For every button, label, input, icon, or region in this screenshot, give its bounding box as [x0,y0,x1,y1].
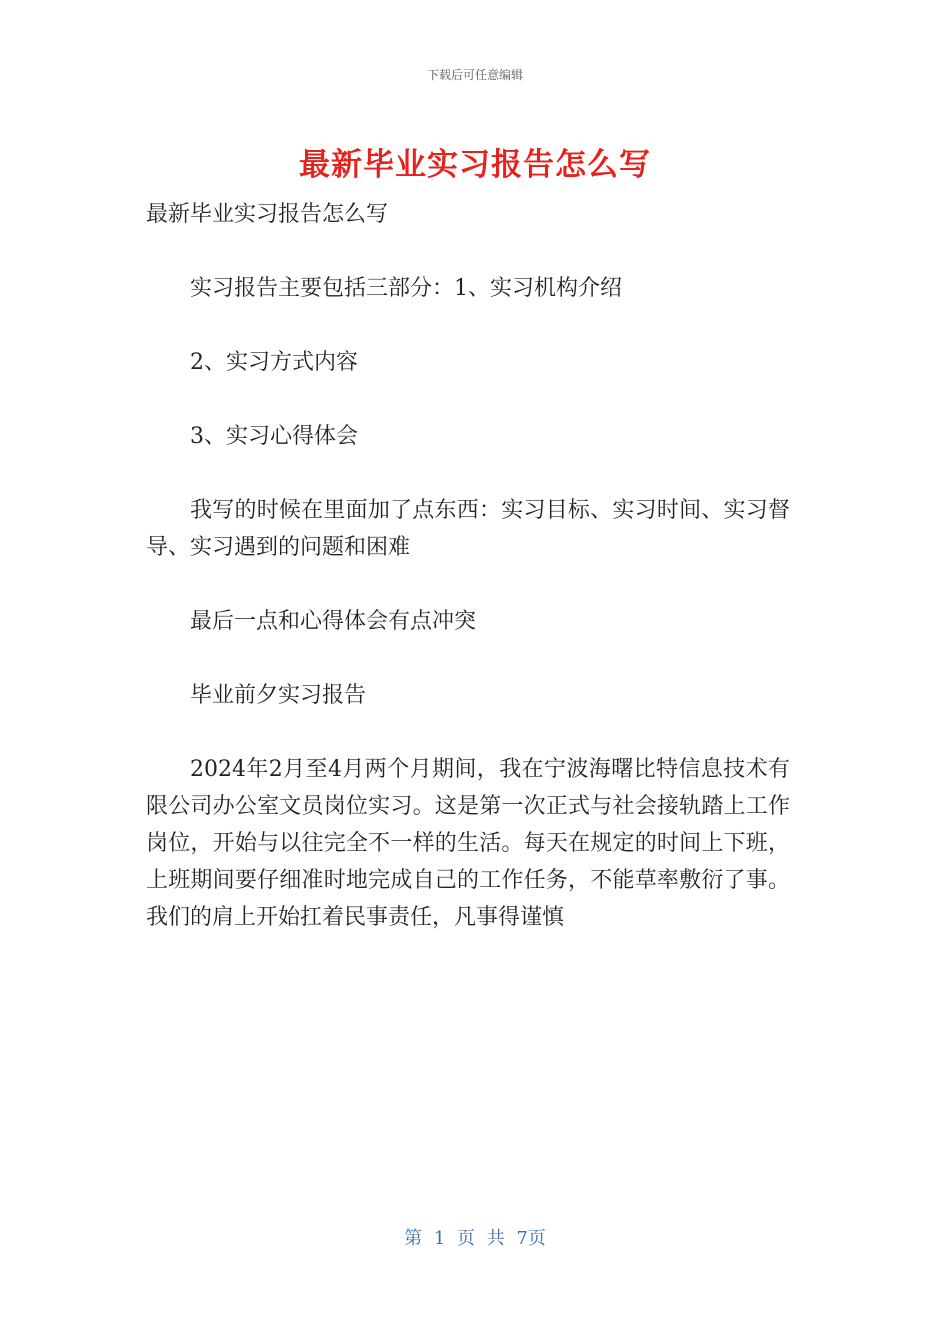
paragraph-report-heading: 毕业前夕实习报告 [190,683,367,708]
paragraph-part-3: 3、实习心得体会 [190,424,358,449]
paragraph-subtitle: 最新毕业实习报告怎么写 [146,202,389,227]
paragraph-part-2: 2、实习方式内容 [190,350,358,375]
document-body [146,196,790,973]
paragraph-internship-body: 2024年2月至4月两个月期间，我在宁波海曙比特信息技术有限公司办公室文员岗位实习。这是第一次正式与社会接轨踏上工作岗位，开始与以往完全不一样的生活。每天在规定的时间上下班，上班期间要仔细准时地完成自己的工作任务，不能草率敷衍了事。我们的肩上开始扛着民事责任，凡事得谨慎 [146,757,790,930]
paragraph-parts: 实习报告主要包括三部分：1、实习机构介绍 [190,276,622,301]
paragraph-additions: 我写的时候在里面加了点东西：实习目标、实习时间、实习督导、实习遇到的问题和困难 [146,498,790,560]
document-title: 最新毕业实习报告怎么写 [299,147,651,183]
page-header: 下载后可任意编辑 [426,68,523,82]
paragraph-conflict: 最后一点和心得体会有点冲突 [190,609,477,634]
page-number: 第 1 页 共 7页 [404,1228,546,1249]
